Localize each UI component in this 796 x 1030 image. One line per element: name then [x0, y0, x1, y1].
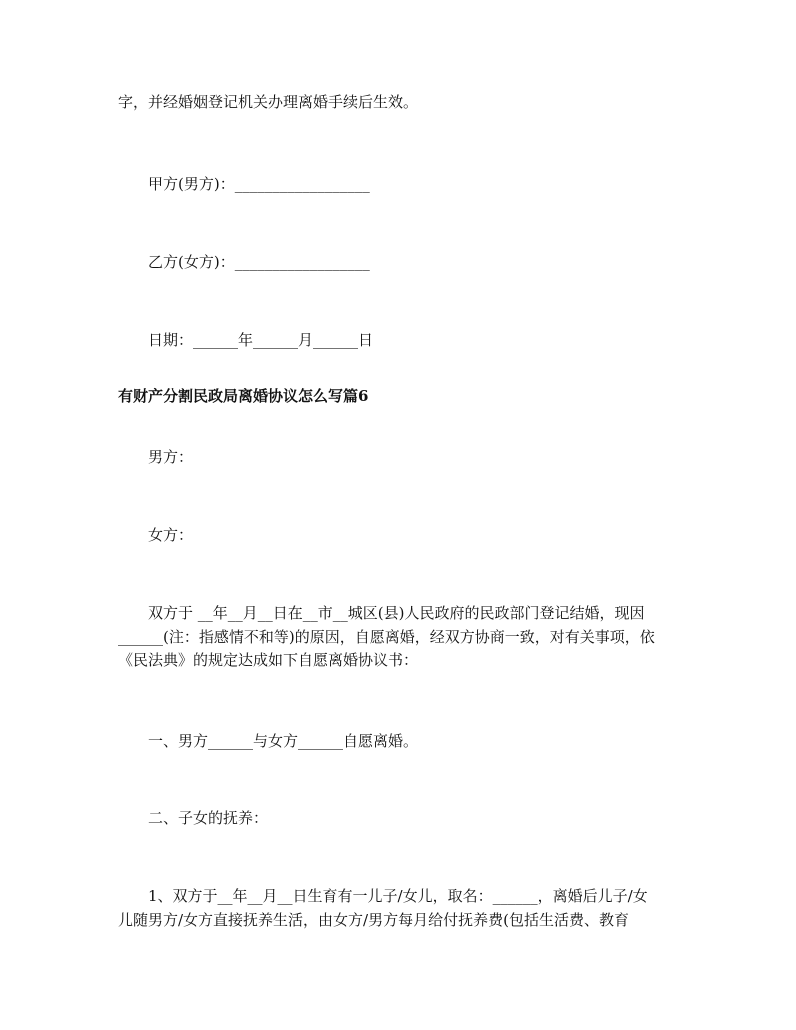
female-party-label: 女方：: [148, 526, 194, 544]
child-clause-line-1: 1、双方于__年__月__日生育有一儿子/女儿，取名：______，离婚后儿子/女: [148, 887, 648, 905]
intro-line-1: 双方于 __年__月__日在__市__城区(县)人民政府的民政部门登记结婚，现因: [148, 604, 645, 622]
intro-line-2: ______(注：指感情不和等)的原因，自愿离婚，经双方协商一致，对有关事项，依: [118, 628, 655, 646]
date-line: 日期：______年______月______日: [148, 331, 374, 349]
intro-line-3: 《民法典》的规定达成如下自愿离婚协议书：: [118, 651, 419, 669]
clause-one: 一、男方______与女方______自愿离婚。: [148, 732, 419, 750]
clause-two-heading: 二、子女的抚养：: [148, 809, 269, 827]
party-a-signature-line: 甲方(男方)：__________________: [148, 175, 370, 193]
male-party-label: 男方：: [148, 448, 194, 466]
party-b-signature-line: 乙方(女方)：__________________: [148, 253, 370, 271]
child-clause-line-2: 儿随男方/女方直接抚养生活，由女方/男方每月给付抚养费(包括生活费、教育: [118, 911, 629, 929]
line-continuation: 字，并经婚姻登记机关办理离婚手续后生效。: [118, 93, 419, 111]
section-title: 有财产分割民政局离婚协议怎么写篇6: [118, 387, 369, 405]
